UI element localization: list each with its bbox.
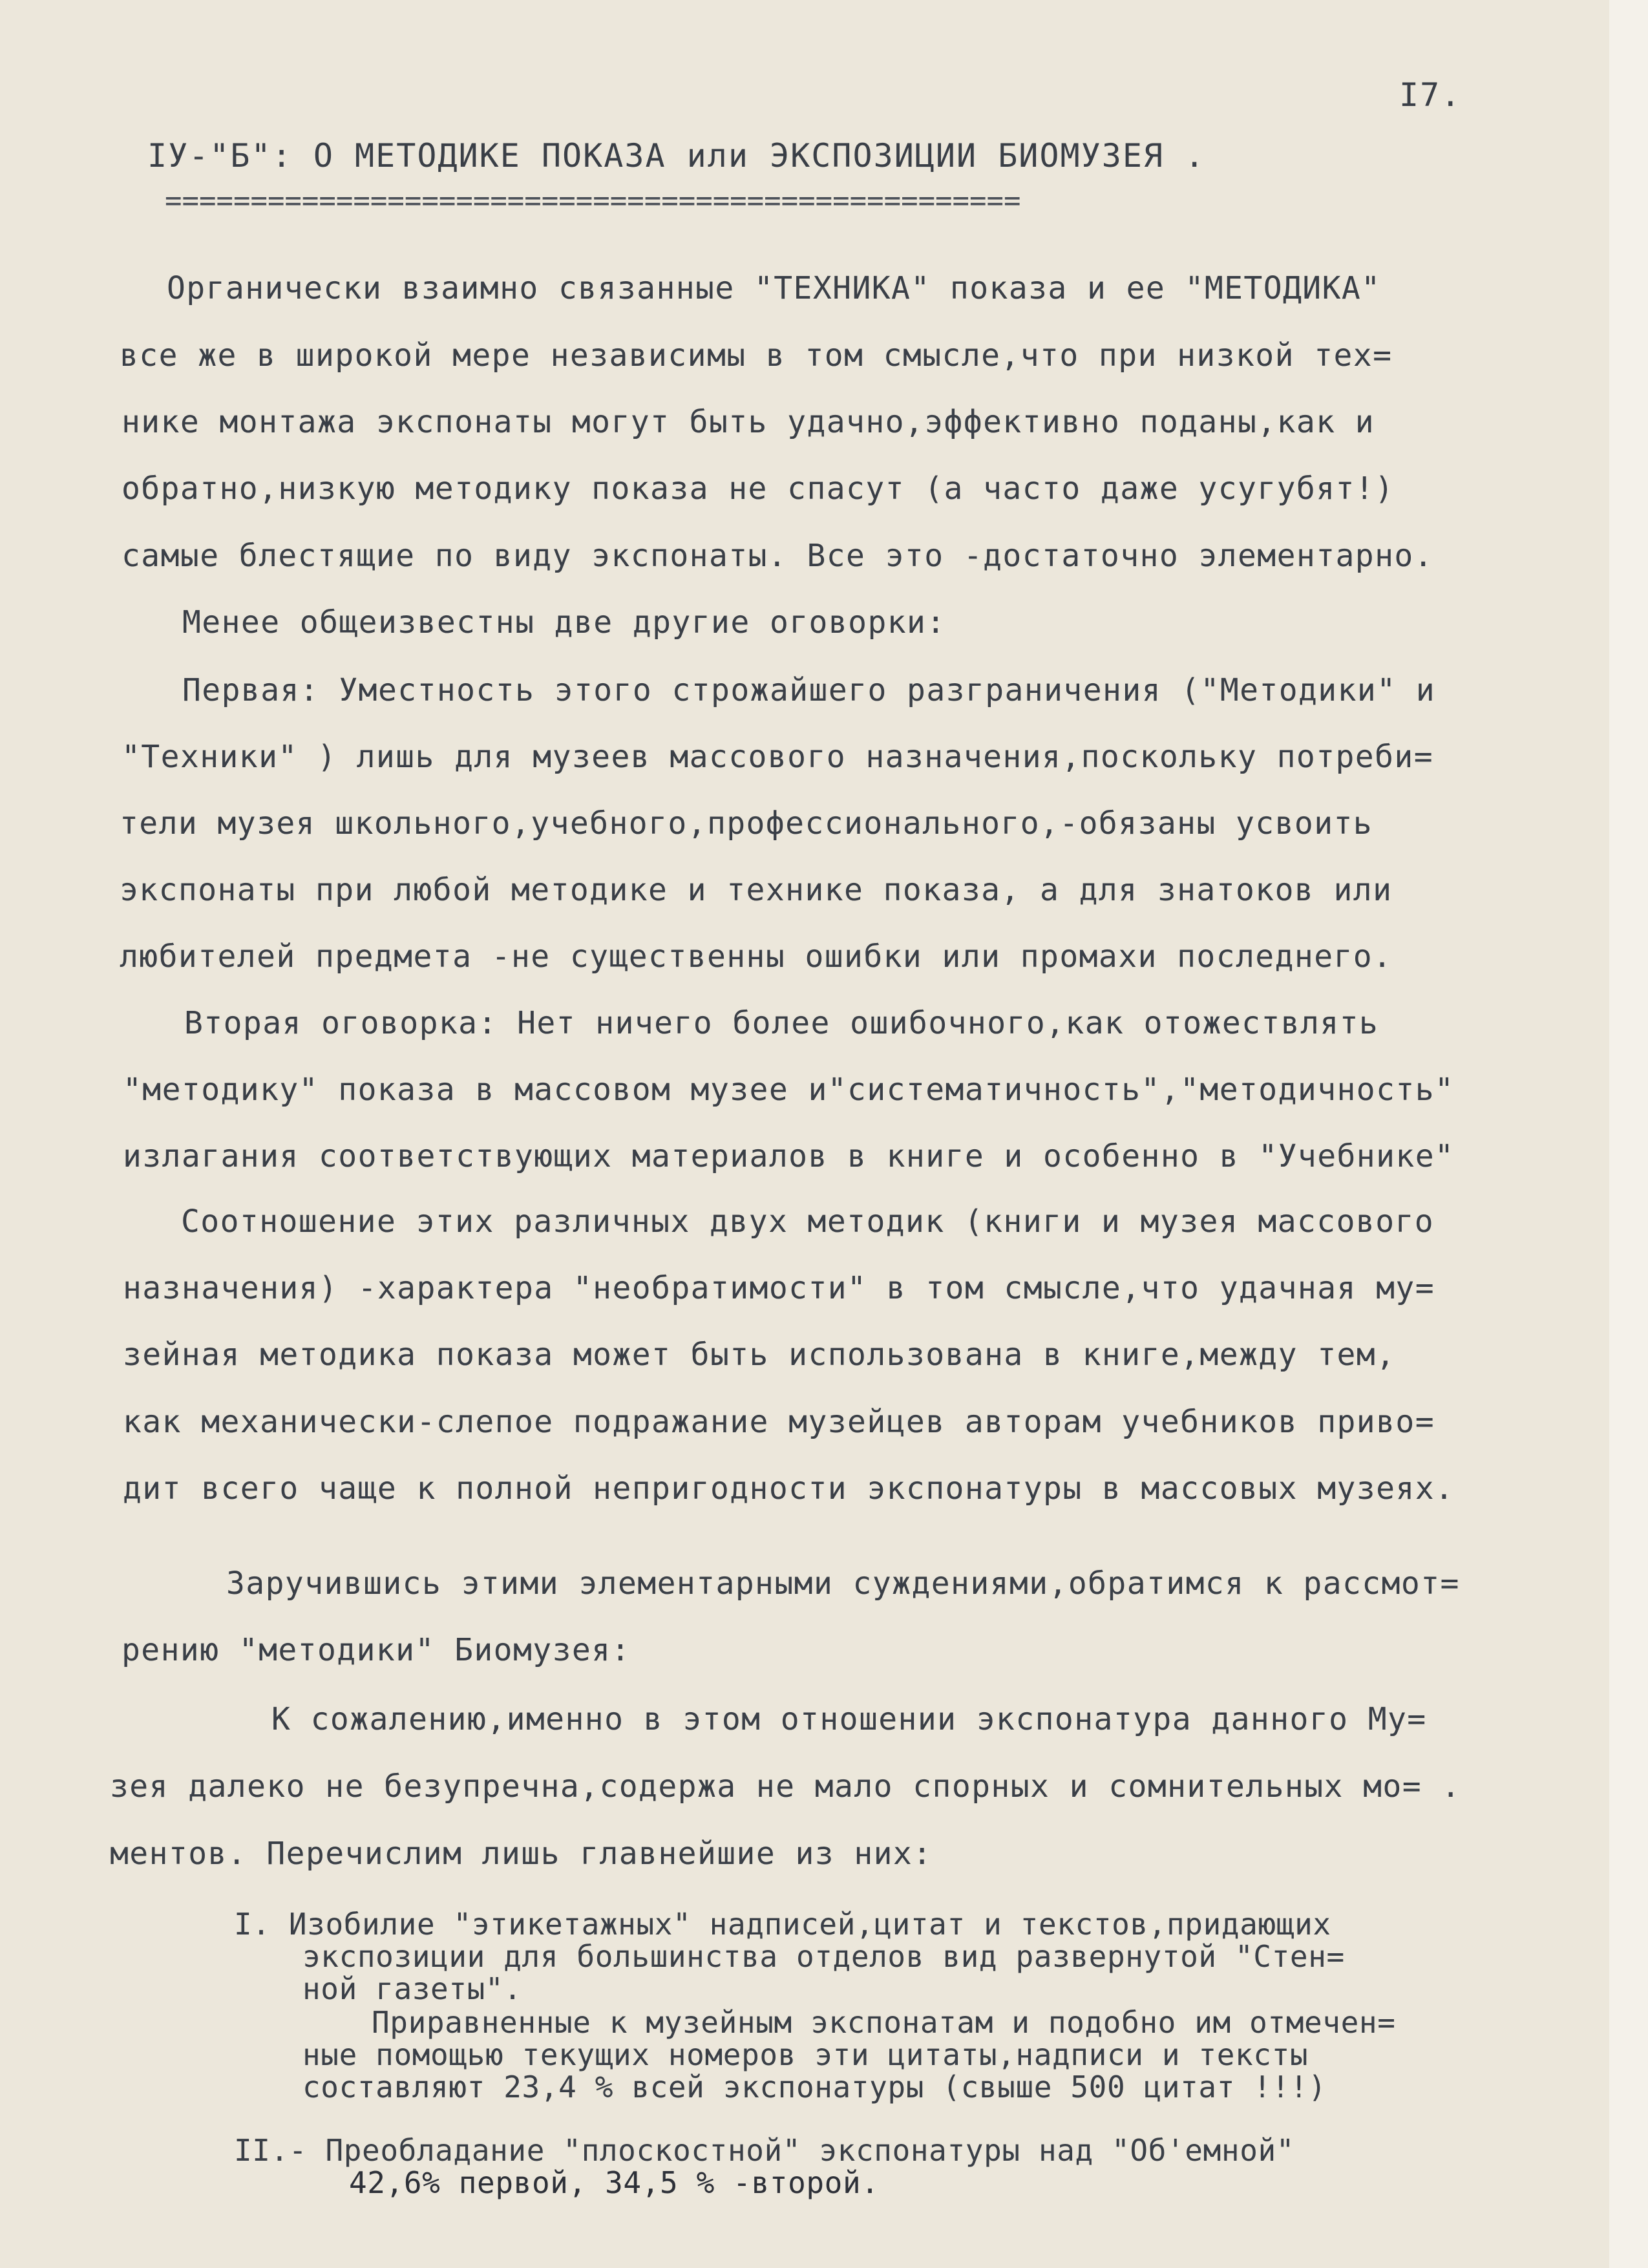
text-line: все же в широкой мере независимы в том смысле,что при низкой тех=: [120, 337, 1393, 374]
text-line: дит всего чаще к полной непригодности экспонатуры в массовых музеях.: [123, 1470, 1455, 1507]
text-line: тели музея школьного,учебного,профессионального,-обязаны усвоить: [120, 805, 1373, 842]
text-line: нике монтажа экспонаты могут быть удачно,эффективно поданы,как и: [121, 404, 1375, 440]
text-line: назначения) -характера "необратимости" в том смысле,что удачная му=: [123, 1270, 1435, 1306]
text-line: зея далеко не безупречна,содержа не мало спорных и сомнительных мо= .: [110, 1768, 1461, 1805]
text-line: "Техники" ) лишь для музеев массового назначения,поскольку потреби=: [121, 739, 1433, 775]
text-line: Заручившись этими элементарными суждениями,обратимся к рассмот=: [226, 1565, 1460, 1602]
title-underline: ==================================================: [165, 184, 1021, 217]
text-line: самые блестящие по виду экспонаты. Все это -достаточно элементарно.: [121, 538, 1433, 574]
list-item-1-cont: ные помощью текущих номеров эти цитаты,надписи и тексты: [302, 2037, 1309, 2072]
section-title: IУ-"Б": О МЕТОДИКЕ ПОКАЗА или ЭКСПОЗИЦИИ БИОМУЗЕЯ .: [147, 137, 1206, 175]
text-line: излагания соответствующих материалов в книге и особенно в "Учебнике": [123, 1138, 1455, 1174]
text-line: Первая: Уместность этого строжайшего разграничения ("Методики" и: [182, 672, 1436, 708]
text-line: Менее общеизвестны две другие оговорки:: [182, 604, 946, 641]
text-line: Органически взаимно связанные "ТЕХНИКА" показа и ее "МЕТОДИКА": [167, 270, 1381, 306]
text-line: Соотношение этих различных двух методик (книги и музея массового: [181, 1203, 1435, 1240]
text-line: ментов. Перечислим лишь главнейшие из них:: [110, 1836, 933, 1872]
page-number: I7.: [1399, 76, 1462, 114]
text-line: зейная методика показа может быть использована в книге,между тем,: [123, 1337, 1396, 1373]
list-item-1-cont: ной газеты".: [302, 1971, 522, 2006]
list-item-1: I. Изобилие "этикетажных" надписей,цитат и текстов,придающих: [234, 1907, 1331, 1942]
text-line: К сожалению,именно в этом отношении экспонатура данного Му=: [271, 1701, 1427, 1737]
text-line: экспонаты при любой методике и технике показа, а для знатоков или: [120, 872, 1393, 908]
text-line: как механически-слепое подражание музейцев авторам учебников приво=: [123, 1404, 1435, 1440]
list-item-2: II.- Преобладание "плоскостной" экспонатуры над "Об'емной": [234, 2133, 1295, 2168]
text-line: любителей предмета -не существенны ошибки или промахи последнего.: [120, 938, 1393, 975]
text-line: рению "методики" Биомузея:: [121, 1632, 631, 1668]
list-item-1-cont: экспозиции для большинства отделов вид развернутой "Стен=: [302, 1939, 1345, 1974]
list-item-2-cont: 42,6% первой, 34,5 % -второй.: [349, 2165, 880, 2200]
text-line: обратно,низкую методику показа не спасут (а часто даже усугубят!): [121, 471, 1395, 507]
text-line: Вторая оговорка: Нет ничего более ошибочного,как отожествлять: [184, 1005, 1379, 1041]
text-line: "методику" показа в массовом музее и"систематичность","методичность": [123, 1072, 1455, 1108]
list-item-1-cont: Приравненные к музейным экспонатам и подобно им отмечен=: [372, 2005, 1396, 2040]
list-item-1-cont: составляют 23,4 % всей экспонатуры (свыше 500 цитат !!!): [302, 2070, 1327, 2104]
